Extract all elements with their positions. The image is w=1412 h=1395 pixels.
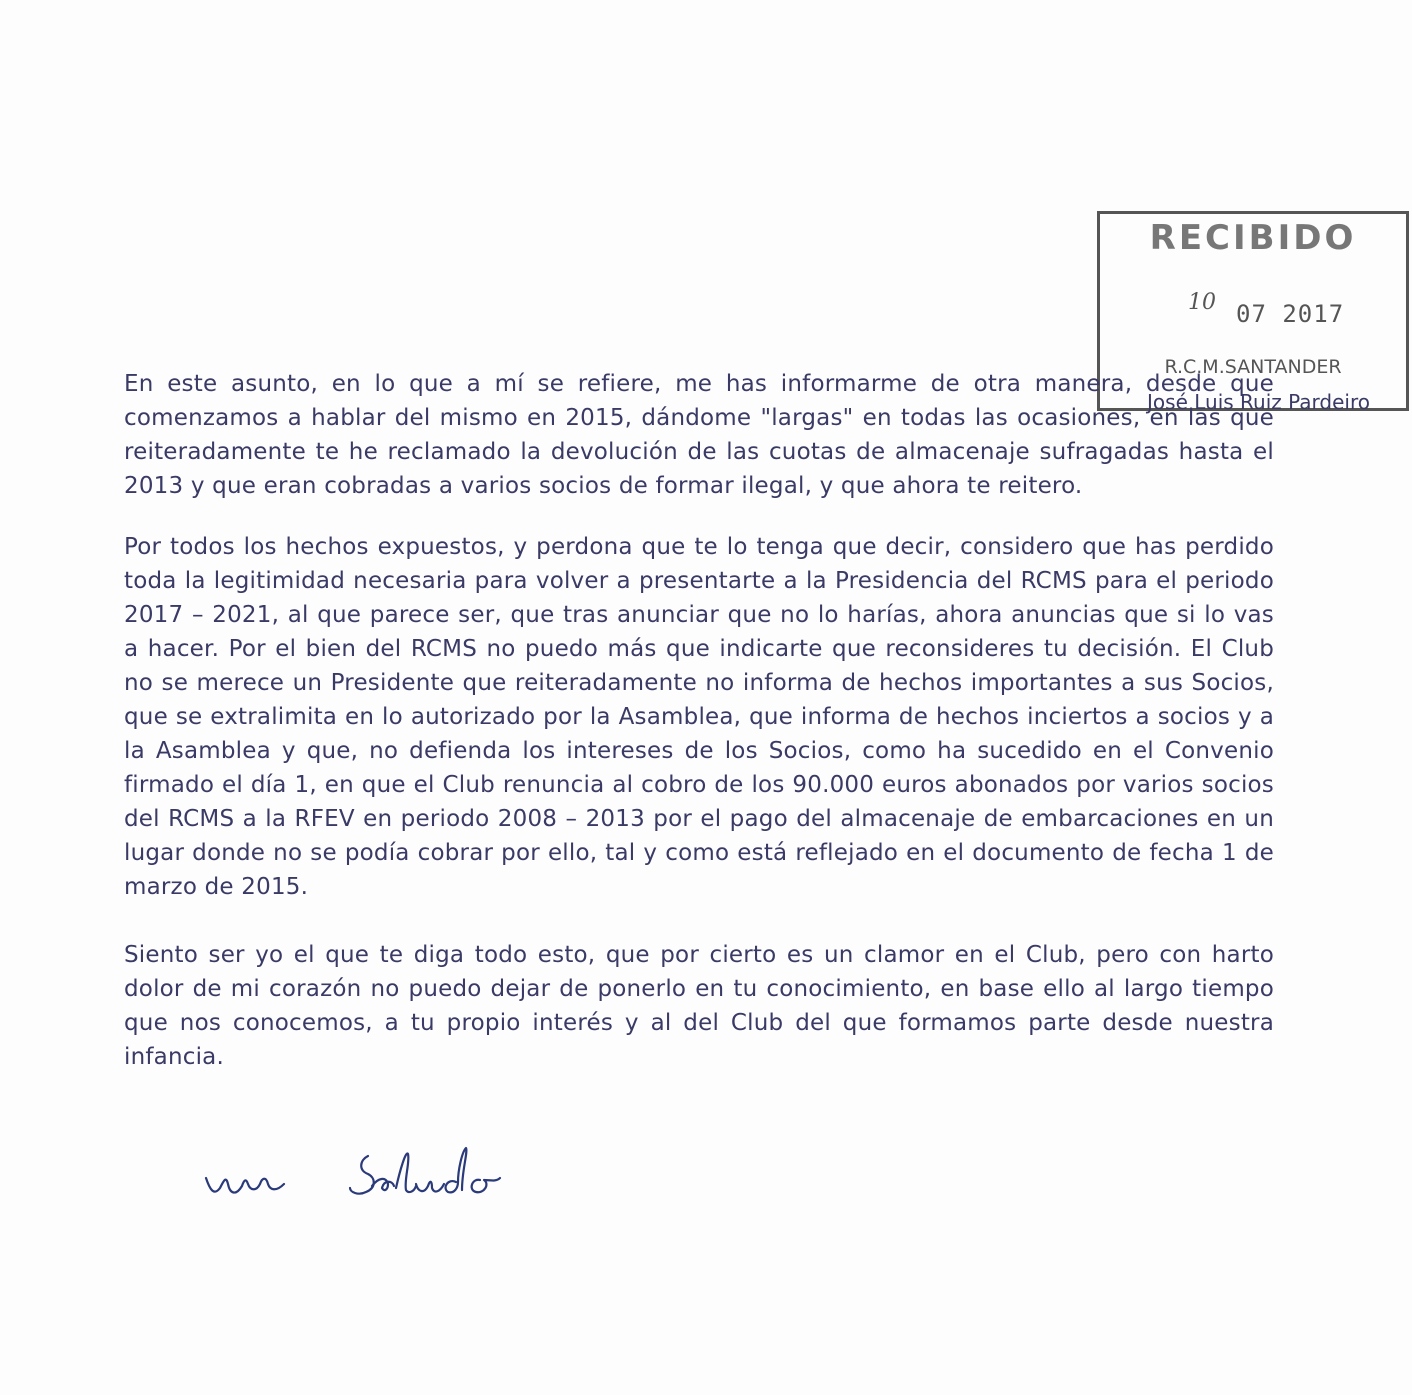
- stamp-day: 10: [1188, 290, 1216, 315]
- stamp-date: 07 2017: [1236, 300, 1345, 328]
- stamp-name: José Luis Ruiz Pardeiro: [1147, 390, 1370, 414]
- stamp-title: RECIBIDO: [1149, 218, 1357, 258]
- paragraph-2: Por todos los hechos expuestos, y perdona que te lo tenga que decir, considero que has perdido toda la legitimidad necesaria para volver a presentarte a la Presidencia del RCMS para el periodo 2017 – 2021, al que parece ser, que tras anunciar que no lo harías, ahora anuncias que si lo vas a hacer. Por el bien del RCMS no puedo más que indicarte que reconsideres tu decisión. El Club no se merece un Presidente que reiteradamente no informa de hechos importantes a sus Socios, que se extralimita en lo autorizado por la Asamblea, que informa de hechos inciertos a socios y a la Asamblea y que, no defienda los intereses de los Socios, como ha sucedido en el Convenio firmado el día 1, en que el Club renuncia al cobro de los 90.000 euros abonados por varios socios del RCMS a la RFEV en periodo 2008 – 2013 por el pago del almacenaje de embarcaciones en un lugar donde no se podía cobrar por ello, tal y como está reflejado en el documento de fecha 1 de marzo de 2015.: [124, 534, 1274, 900]
- stamp-organization: R.C.M.SANTANDER: [1164, 356, 1342, 378]
- paragraph-1: En este asunto, en lo que a mí se refiere, me has informarme de otra manera, desde que comenzamos a hablar del mismo en 2015, dándome "largas" en todas las ocasiones, en las que reiteradamente te he reclamado la devolución de las cuotas de almacenaje sufragadas hasta el 2013 y que eran cobradas a varios socios de formar ilegal, y que ahora te reitero.: [124, 371, 1274, 499]
- paragraph-3: Siento ser yo el que te diga todo esto, que por cierto es un clamor en el Club, pero con harto dolor de mi corazón no puedo dejar de ponerlo en tu conocimiento, en base ello al largo tiempo que nos conocemos, a tu propio interés y al del Club del que formamos parte desde nuestra infancia.: [124, 942, 1274, 1070]
- handwritten-closing-signature: [200, 1140, 520, 1210]
